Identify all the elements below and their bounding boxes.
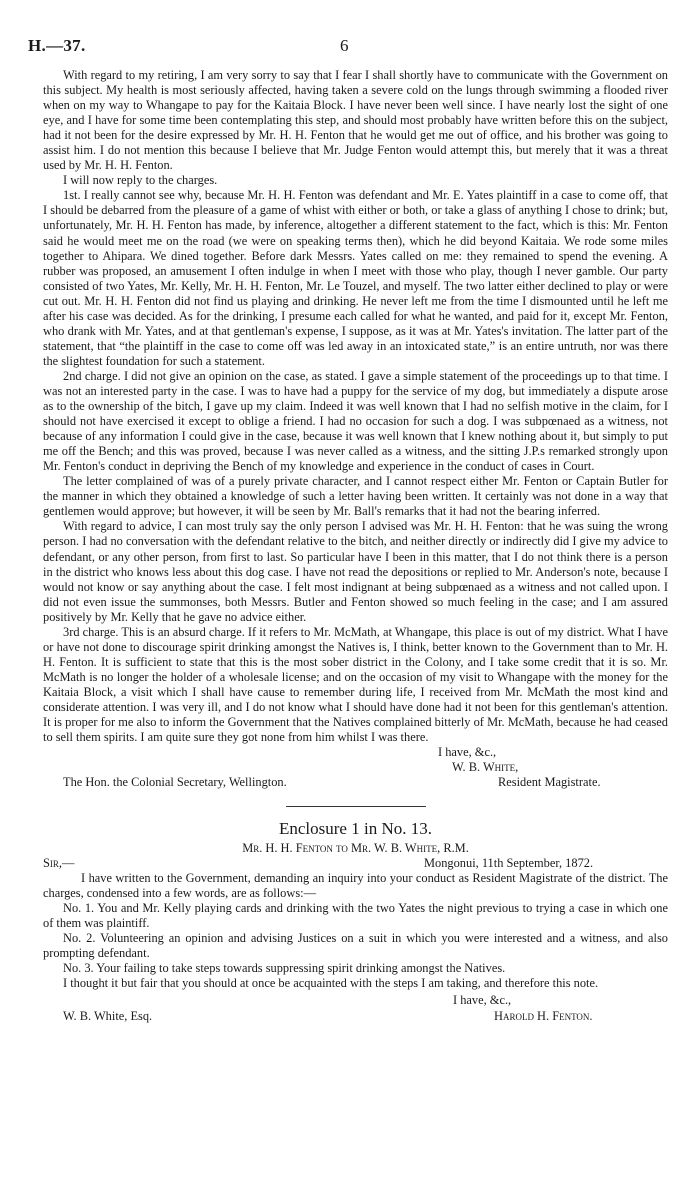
letter-paragraph: 1st. I really cannot see why, because Mr. H. H. Fenton was defendant and Mr. E. Yates plaintiff in a case to come off, that I should be debarred from the pleasure of a game of whist with either or both, or take a glass of anything I chose to drink; but, unfortunately, Mr. H. H. Fenton has made, by inference, altogether a different statement to the fact, which is this: Mr. Fenton said he would meet me on the road (we were on speaking terms then), which he did beyond Kaitaia. We rode some miles together to Ahipara. We dined together. Before dark Messrs. Yates called on me: they remained to spend the evening. A rubber was proposed, an amusement I often indulge in when I meet with those who play, though I never gamble. Our party consisted of two Yates, Mr. Kelly, Mr. H. H. Fenton, Mr. Le Touzel, and myself. The two latter either declined to play or were cut out. Mr. H. H. Fenton did not find us playing and drinking. He never left me from the time I dismounted until he left me after his case was decided. As for the drinking, I presume each called for what he wanted, and paid for it, except Mr. Fenton, who drank with Mr. Yates, and at that gentleman's expense, I suppose, as it was at Mr. Yates's invitation. The latter part of the statement, that “the plaintiff in the case to come off was led away in an intoxicated state,” is an entire untruth, nor was there the slightest foundation for such a statement.: [43, 188, 668, 368]
letter-paragraph: I will now reply to the charges.: [63, 173, 218, 188]
enclosure-addressee: W. B. White, Esq.: [63, 1009, 153, 1024]
letter-signer-title: Resident Magistrate.: [498, 775, 601, 790]
enclosure-signer: Harold H. Fenton.: [494, 1009, 593, 1024]
letter-paragraph: With regard to my retiring, I am very sorry to say that I fear I shall shortly have to communicate with the Government on this subject. My health is most seriously affected, having taken a severe cold on the lungs through swimming a flooded river when on my way to Whangape to pay for the Kaitaia Block. I have never been well since. I have nearly lost the sight of one eye, and I have for some time been contemplating this step, and should most probably have written before this on the subject, had it not been for the desire expressed by Mr. H. H. Fenton that he would get me out of office, and his brother was going to assist him. I do not mention this because I believe that Mr. Judge Fenton would attempt this, but merely that it was a threat used by Mr. H. H. Fenton.: [43, 68, 668, 173]
letter-addressee: The Hon. the Colonial Secretary, Wellington.: [63, 775, 287, 790]
enclosure-paragraph: I thought it but fair that you should at once be acquainted with the steps I am taking, and therefore this note.: [63, 976, 599, 991]
letter-paragraph: With regard to advice, I can most truly say the only person I advised was Mr. H. H. Fenton: that he was suing the wrong person. I had no conversation with the defendant relative to the bitch, and neither directly or indirectly did I give my advice to defendant, or any other person, from first to last. So particular have I been in this matter, that I do not think there is a person in the district who knows less about this dog case. I have not read the depositions or replied to Mr. Anderson's note, because I would not know or say anything about the case. I felt most indignant at being subpœnaed as a witness and not called upon. I did not even issue the summonses, both Messrs. Butler and Fenton showed so much feeling in the case; and I am assured positively by Mr. Kelly that he gave no advice either.: [43, 519, 668, 624]
letter: [43, 68, 668, 790]
enclosure-subtitle: Mr. H. H. Fenton to Mr. W. B. White, R.M.: [242, 841, 469, 856]
enclosure-paragraph: No. 2. Volunteering an opinion and advising Justices on a suit in which you were interested and a witness, and also prompting defendant.: [43, 931, 668, 961]
letter-signer: W. B. White,: [452, 760, 519, 775]
page-header: [28, 36, 668, 58]
letter-closing: I have, &c.,: [438, 745, 497, 760]
letter-signature-block: [43, 745, 668, 790]
enclosure-signature-block: [43, 993, 668, 1025]
letter-paragraph: 3rd charge. This is an absurd charge. If it refers to Mr. McMath, at Whangape, this place is out of my district. What I have or have not done to discourage spirit drinking amongst the Natives is, I think, better known to the Government than to Mr. H. H. Fenton. It is sufficient to state that this is the most sober district in the Colony, and I take some credit that it is so. Mr. McMath is no longer the holder of a wholesale license; and on the occasion of my visit to Whangape with the money for the Kaitaia Block, a visit which I shall have cause to remember during life, I received from Mr. McMath the most kind and considerate attention. I was very ill, and I do not know what I should have done had it not been for this gentleman's attention. It is proper for me also to inform the Government that the Natives complained bitterly of Mr. McMath, because he had ceased to sell them spirits. I am quite sure they got none from him whilst I was there.: [43, 624, 668, 745]
page-number: 6: [340, 36, 349, 55]
enclosure: [43, 819, 668, 1025]
enclosure-paragraph: No. 3. Your failing to take steps towards suppressing spirit drinking amongst the Natives.: [63, 961, 506, 976]
section-divider: [286, 806, 426, 807]
enclosure-place-date: Mongonui, 11th September, 1872.: [424, 856, 594, 871]
enclosure-paragraph: I have written to the Government, demanding an inquiry into your conduct as Resident Magistrate of the district. The charges, condensed into a few words, are as follows:—: [43, 871, 668, 901]
letter-paragraph: 2nd charge. I did not give an opinion on the case, as stated. I gave a simple statement of the proceedings up to that time. I was not an interested party in the case. I was to have had a puppy for the service of my dog, but immediately a dispute arose as to the ownership of the bitch, I gave up my claim. Indeed it was well known that I had no selfish motive in the claim, for I should not have exercised it except to oblige a friend. I had no occasion for such a dog. I was subpœnaed as a witness, not because of any information I could give in the case, because it was well known that I knew nothing about it, but simply to put me off the Bench; and this was proved, because I was never called as a witness, and the sitting J.P.s remarked strongly upon Mr. Fenton's conduct in depriving the Bench of my knowledge and experience in the conduct of cases in Court.: [43, 368, 668, 474]
enclosure-title: Enclosure 1 in No. 13.: [279, 819, 432, 839]
enclosure-salutation: Sir,—: [43, 856, 75, 871]
enclosure-paragraph: No. 1. You and Mr. Kelly playing cards and drinking with the two Yates the night previous to trying a case in which one of them was plaintiff.: [43, 901, 668, 931]
enclosure-salutation-line: [43, 856, 668, 871]
document-body: [43, 68, 668, 1025]
document-reference: H.—37.: [28, 36, 86, 55]
letter-paragraph: The letter complained of was of a purely private character, and I cannot respect either Mr. Fenton or Captain Butler for the manner in which they obtained a knowledge of such a letter having been written. It certainly was not done in a way that gentlemen would approve; but however, it will be seen by Mr. Ball's remarks that it had not the bearing inferred.: [43, 474, 668, 519]
enclosure-closing: I have, &c.,: [453, 993, 512, 1008]
